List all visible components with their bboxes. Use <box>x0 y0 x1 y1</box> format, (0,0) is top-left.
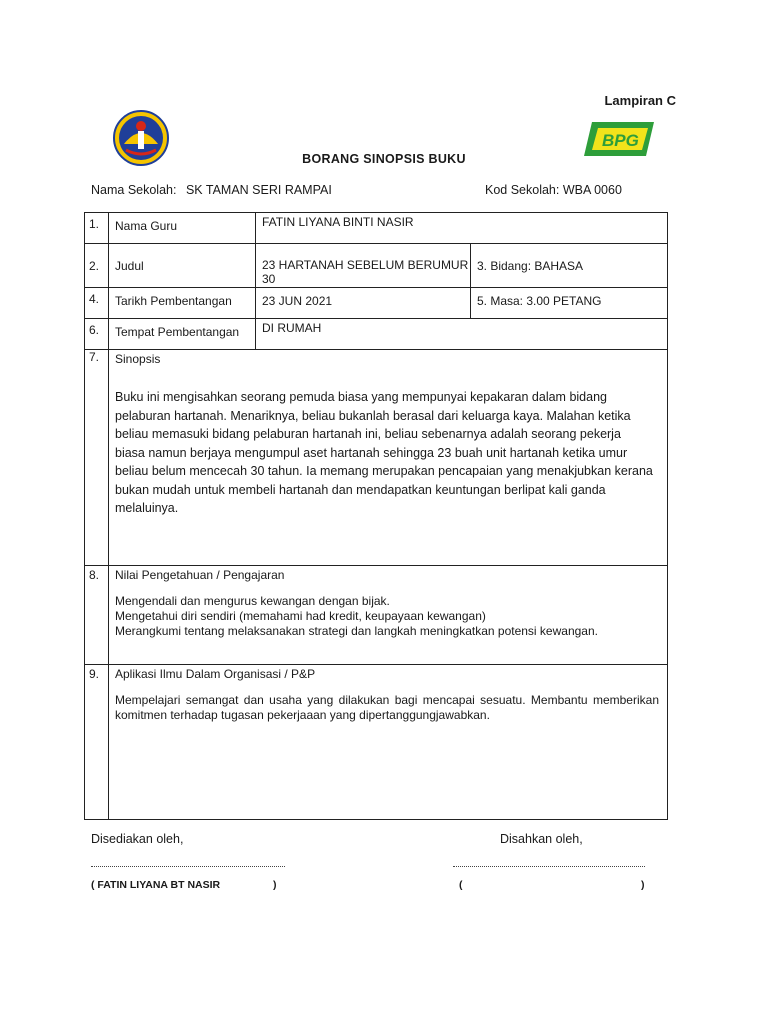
row-tempat <box>85 319 668 350</box>
section-title: Aplikasi Ilmu Dalam Organisasi / P&P <box>115 667 316 681</box>
date-value: 23 JUN 2021 <box>262 294 333 308</box>
row-number: 9. <box>89 667 100 681</box>
row-tarikh <box>85 288 668 319</box>
school-info <box>91 183 338 197</box>
kod-label: Kod Sekolah: <box>485 183 560 197</box>
prepared-by-name: ( FATIN LIYANA BT NASIR <box>91 879 221 891</box>
school-label: Nama Sekolah: <box>91 183 177 197</box>
prepared-signature-line <box>91 866 285 867</box>
school-name: SK TAMAN SERI RAMPAI <box>185 183 332 197</box>
open-paren: ( <box>459 879 463 891</box>
row-judul <box>85 244 668 288</box>
prepared-by-label: Disediakan oleh, <box>91 832 184 846</box>
lampiran-label: Lampiran C <box>604 93 676 108</box>
school-code <box>485 183 622 197</box>
row-label: Tempat Pembentangan <box>115 325 240 339</box>
approved-signature-line <box>453 866 645 867</box>
teacher-name-value: FATIN LIYANA BINTI NASIR <box>262 215 414 229</box>
row-number: 2. <box>89 259 100 273</box>
synopsis-form-table <box>84 212 668 820</box>
section-sinopsis <box>85 350 668 566</box>
masa-value: 5. Masa: 3.00 PETANG <box>477 294 602 308</box>
row-label: Judul <box>115 259 144 273</box>
nilai-line: Merangkumi tentang melaksanakan strategi dan langkah meningkatkan potensi kewangan. <box>115 624 598 638</box>
aplikasi-text: Mempelajari semangat dan usaha yang dilakukan bagi mencapai sesuatu. Membantu memberikan komitmen terhadap tugasan pekerjaaan yang dipertanggungjawabkan. <box>115 693 659 722</box>
nilai-lines <box>109 582 667 639</box>
section-aplikasi <box>85 665 668 820</box>
row-nama-guru <box>85 213 668 244</box>
row-label: Tarikh Pembentangan <box>115 294 232 308</box>
nilai-line: Mengetahui diri sendiri (memahami had kredit, keupayaan kewangan) <box>115 609 486 623</box>
close-paren: ) <box>641 879 645 891</box>
form-title: BORANG SINOPSIS BUKU <box>302 152 466 166</box>
synopsis-text: Buku ini mengisahkan seorang pemuda biasa yang mempunyai kepakaran dalam bidang pelaburan hartanah. Menariknya, beliau bukanlah berasal dari keluarga kaya. Malahan ketika beliau memasuki bidang pelaburan hartanah ini, beliau sebenarnya adalah seorang pekerja biasa namun berjaya mengumpul aset hartanah sehingga 23 buah unit hartanah ketika umur beliau belum mencecah 30 tahun. Ia memang merupakan pencapaian yang menakjubkan kerana bukan mudah untuk membeli hartanah dan mendapatkan keuntungan berlipat kali ganda melaluinya. <box>115 390 653 515</box>
close-paren: ) <box>273 879 277 891</box>
approved-by-label: Disahkan oleh, <box>500 832 583 846</box>
bidang-value: 3. Bidang: BAHASA <box>477 259 584 273</box>
row-number: 1. <box>89 217 100 231</box>
row-number: 7. <box>89 350 100 364</box>
bpg-logo-text: BPG <box>602 131 639 150</box>
nilai-line: Mengendali dan mengurus kewangan dengan bijak. <box>115 594 390 608</box>
place-value: DI RUMAH <box>262 321 322 335</box>
row-label: Nama Guru <box>115 219 178 233</box>
row-number: 8. <box>89 568 100 582</box>
book-title-value: 23 HARTANAH SEBELUM BERUMUR 30 <box>262 258 469 286</box>
row-number: 4. <box>89 292 100 306</box>
section-title: Sinopsis <box>115 352 161 366</box>
row-number: 6. <box>89 323 100 337</box>
section-nilai <box>85 566 668 665</box>
section-title: Nilai Pengetahuan / Pengajaran <box>115 568 285 582</box>
kod-value: WBA 0060 <box>562 183 622 197</box>
